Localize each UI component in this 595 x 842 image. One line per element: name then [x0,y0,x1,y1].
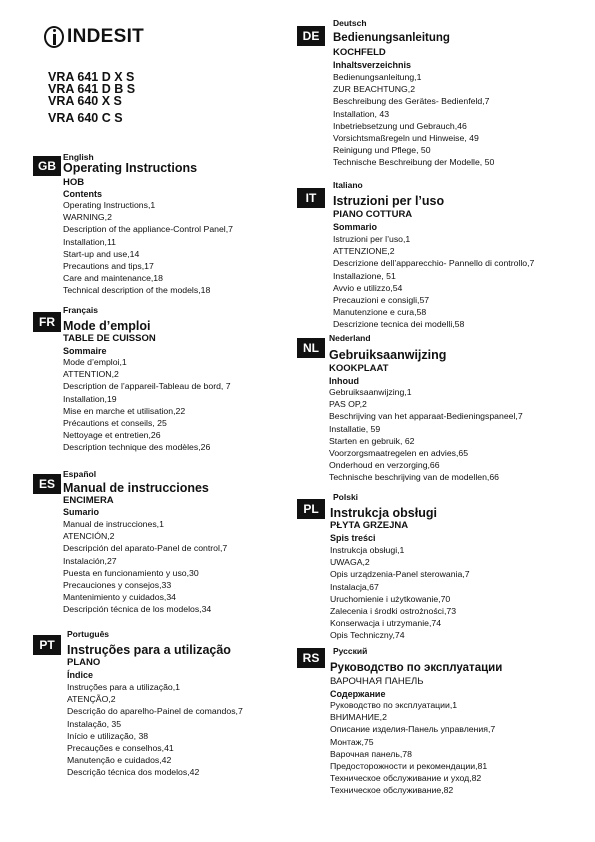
contents-item: Descripción del aparato-Panel de control,7 [63,543,228,554]
language-name: Italiano [333,180,363,190]
language-name: Polski [333,492,359,502]
contents-item: Avvio e utilizzo,54 [333,282,403,293]
language-name: Deutsch [333,18,367,28]
contents-item: ATENÇÃO,2 [67,694,116,705]
model-name: VRA 640 C S [48,111,123,125]
contents-item: Konserwacja i utrzymanie,74 [330,618,442,629]
contents-item: Руководство по эксплуатации,1 [330,700,458,710]
contents-item: Onderhoud en verzorging,66 [329,460,440,471]
contents-item: Description of the appliance-Control Panel,7 [63,224,233,235]
contents-heading: Inhaltsverzeichnis [333,60,412,70]
contents-item: UWAGA,2 [330,557,370,568]
section-title: Manual de instrucciones [63,481,209,495]
contents-item: ВНИМАНИЕ,2 [330,712,387,723]
section-title: Instrukcja obsługi [330,506,437,520]
section-title: Operating Instructions [63,161,198,175]
contents-item: Техническое обслуживание,82 [330,785,454,796]
contents-item: Descrição do aparelho-Painel de comandos,7 [67,706,243,717]
contents-heading: Sommaire [63,346,107,356]
contents-item: Installation,19 [63,393,117,404]
contents-item: Descrizione dell’apparecchio- Pannello di controllo,7 [333,258,535,269]
contents-item: Voorzorgsmaatregelen en advies,65 [329,447,469,458]
contents-item: Bedienungsanleitung,1 [333,72,422,82]
contents-item: Reinigung und Pflege, 50 [333,145,431,156]
contents-item: Монтаж,75 [330,736,374,747]
contents-item: Zalecenia i środki ostrożności,73 [330,605,457,616]
contents-item: Instalación,27 [63,555,117,566]
contents-item: Technische Beschreibung der Modelle, 50 [333,157,495,168]
contents-item: Описание изделия-Панель управления,7 [330,724,496,735]
section-subtitle: TABLE DE CUISSON [63,333,156,344]
contents-item: Precauciones y consejos,33 [63,579,172,590]
language-name: Français [63,305,98,315]
contents-list [63,199,233,297]
contents-item: Inbetriebsetzung und Gebrauch,46 [333,120,467,131]
contents-item: Start-up and use,14 [63,248,140,259]
contents-item: Precautions and tips,17 [63,260,154,271]
brand-logo-icon [44,26,64,48]
model-list [48,71,135,124]
section-subtitle: PLANO [67,657,101,668]
contents-list [330,699,495,797]
contents-list [67,681,243,779]
contents-item: Gebruiksaanwijzing,1 [329,387,412,397]
contents-heading: Índice [67,670,94,680]
contents-item: Opis Techniczny,74 [330,630,405,641]
section-subtitle: PIANO COTTURA [333,209,413,220]
contents-item: Manual de instrucciones,1 [63,519,164,529]
language-name: Español [63,469,97,479]
language-name: Nederland [329,333,371,343]
model-name: VRA 641 D X S [48,70,135,84]
contents-item: Installazione, 51 [333,270,396,281]
contents-item: ATTENZIONE,2 [333,246,395,257]
language-code-badge: ES [33,474,61,494]
contents-list [333,71,494,169]
contents-item: Beschrijving van het apparaat-Bedieningspaneel,7 [329,411,523,422]
section-title: Руководство по эксплуатации [330,662,503,674]
language-code-badge: GB [33,156,61,176]
contents-item: Mode d’emploi,1 [63,357,127,367]
contents-heading: Spis treści [330,533,376,543]
contents-heading: Inhoud [329,376,359,386]
contents-item: Puesta en funcionamiento y uso,30 [63,567,199,578]
brand-name: INDESIT [67,26,145,47]
contents-heading: Sumario [63,507,100,517]
contents-heading: Contents [63,189,102,199]
contents-item: Mise en marche et utilisation,22 [63,405,186,416]
section-subtitle: HOB [63,177,85,188]
contents-item: Installation, 43 [333,108,390,119]
section-title: Mode d’emploi [63,319,151,333]
contents-list [333,233,534,331]
contents-item: Предосторожности и рекомендации,81 [330,760,488,771]
contents-heading: Содержание [330,689,386,699]
contents-item: Mantenimiento y cuidados,34 [63,592,177,603]
contents-item: Care and maintenance,18 [63,273,163,284]
contents-item: Description de l’appareil-Tableau de bord, 7 [63,381,231,392]
language-name: Português [67,629,110,639]
contents-item: Instalacja,67 [330,581,379,592]
section-subtitle: KOCHFELD [333,47,386,58]
contents-item: Manutenzione e cura,58 [333,307,427,318]
language-code-badge: DE [297,26,325,46]
contents-item: ATENCIÓN,2 [63,531,115,542]
section-subtitle: PŁYTA GRZEJNA [330,520,409,531]
language-code-badge: IT [297,188,325,208]
contents-heading: Sommario [333,222,378,232]
contents-item: PAS OP,2 [329,399,367,410]
contents-list [63,518,227,616]
contents-item: Vorsichtsmaßregeln und Hinweise, 49 [333,132,479,143]
language-code-badge: PT [33,635,61,655]
contents-item: Beschreibung des Gerätes- Bedienfeld,7 [333,96,490,107]
contents-item: Descrição técnica dos modelos,42 [67,767,200,778]
contents-item: Precauções e conselhos,41 [67,742,174,753]
contents-item: Installatie, 59 [329,423,381,434]
contents-item: Istruzioni per l’uso,1 [333,234,411,244]
contents-item: Instrukcja obsługi,1 [330,545,405,555]
language-code-badge: FR [33,312,61,332]
contents-item: Starten en gebruik, 62 [329,435,415,446]
contents-list [330,544,470,642]
contents-item: Descrizione tecnica dei modelli,58 [333,319,465,330]
contents-item: Precauzioni e consigli,57 [333,294,430,305]
language-name: English [63,152,94,162]
contents-item: Início e utilização, 38 [67,730,149,741]
model-name: VRA 641 D B S [48,82,136,96]
section-subtitle: KOOKPLAAT [329,363,389,374]
contents-item: Техническое обслуживание и уход,82 [330,773,482,784]
contents-item: ATTENTION,2 [63,369,119,380]
language-code-badge: NL [297,338,325,358]
contents-item: Technische beschrijving van de modellen,66 [329,472,499,483]
contents-item: Варочная панель,78 [330,748,412,759]
section-title: Instruções para a utilização [67,643,231,657]
language-code-badge: PL [297,499,325,519]
contents-item: Opis urządzenia-Panel sterowania,7 [330,569,470,580]
model-name: VRA 640 X S [48,94,122,108]
brand-logo [44,26,144,48]
section-title: Gebruiksaanwijzing [329,348,447,362]
contents-item: WARNING,2 [63,212,112,223]
contents-item: ZUR BEACHTUNG,2 [333,84,416,95]
section-title: Istruzioni per l’uso [333,194,445,208]
contents-item: Description technique des modèles,26 [63,442,211,453]
section-title: Bedienungsanleitung [333,32,450,44]
section-subtitle: ENCIMERA [63,495,114,506]
contents-item: Nettoyage et entretien,26 [63,430,161,441]
contents-item: Uruchomienie i użytkowanie,70 [330,593,451,604]
contents-item: Instalação, 35 [67,718,122,729]
contents-item: Instruções para a utilização,1 [67,682,181,692]
contents-item: Descripción técnica de los modelos,34 [63,604,212,615]
contents-item: Operating Instructions,1 [63,200,156,210]
contents-item: Manutenção e cuidados,42 [67,755,172,766]
contents-item: Précautions et conseils, 25 [63,417,167,428]
contents-list [63,356,231,454]
contents-list [329,386,523,484]
language-code-badge: RS [297,648,325,668]
contents-item: Technical description of the models,18 [63,285,211,296]
section-subtitle: ВАРОЧНАЯ ПАНЕЛЬ [330,676,424,687]
language-name: Русский [333,646,368,656]
contents-item: Installation,11 [63,236,116,247]
